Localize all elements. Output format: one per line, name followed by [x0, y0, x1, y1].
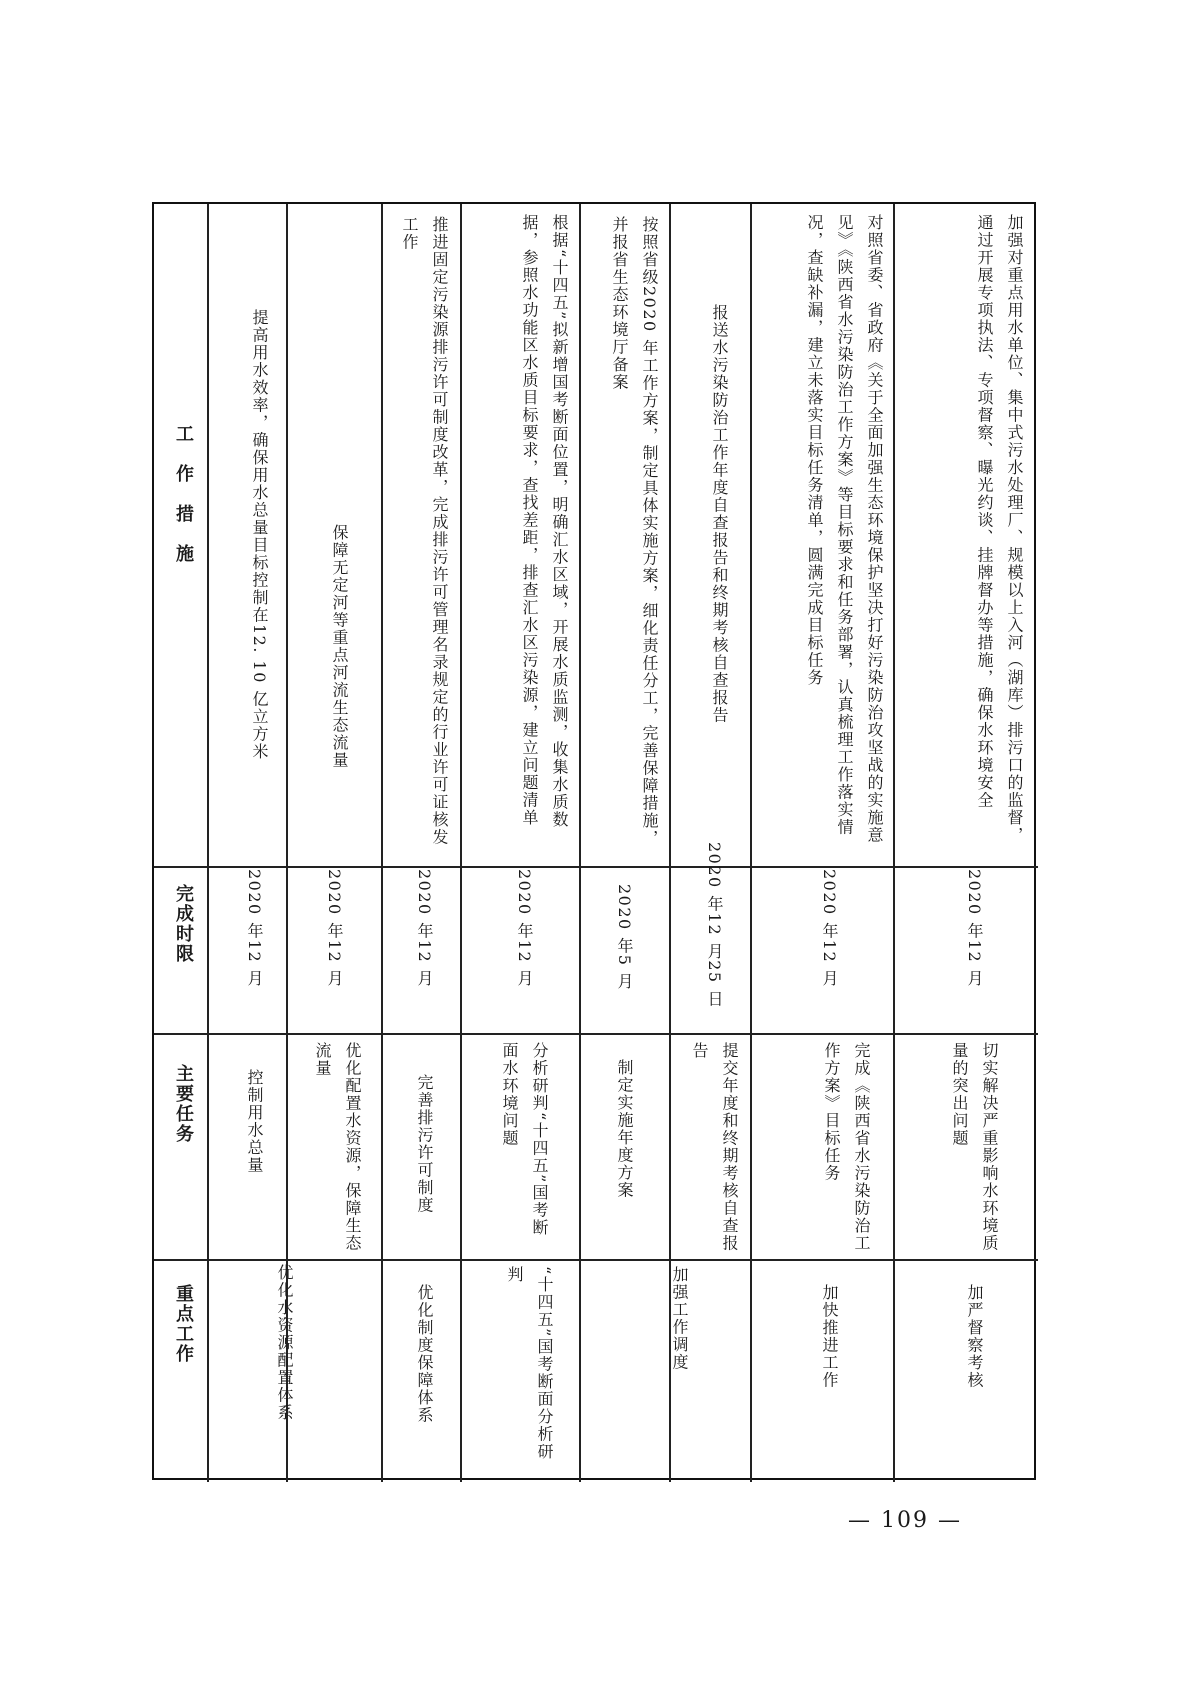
- key-work-national-section: “十四五”国考断面分析研判: [505, 1266, 554, 1461]
- row-divider: [154, 1033, 1038, 1035]
- row1-deadline: 2020 年12 月: [245, 869, 264, 988]
- key-work-scheduling: 加强工作调度: [670, 1266, 689, 1371]
- row2-main-task: 优化配置水资源，保障生态流量: [313, 1042, 362, 1252]
- row8-deadline: 2020 年12 月: [965, 869, 984, 988]
- row3-main-task: 完善排污许可制度: [415, 1074, 434, 1214]
- key-work-supervision: 加严督察考核: [965, 1284, 984, 1389]
- row3-measures: 推进固定污染源排污许可制度改革，完成排污许可管理名录规定的行业许可证核发工作: [400, 216, 449, 846]
- col-divider: [207, 204, 209, 1482]
- row1-measures: 提高用水效率，确保用水总量目标控制在12. 10 亿立方米: [250, 309, 269, 761]
- key-work-acceleration: 加快推进工作: [820, 1284, 839, 1389]
- col-divider: [381, 204, 383, 1482]
- key-work-institution: 优化制度保障体系: [415, 1284, 434, 1424]
- row3-deadline: 2020 年12 月: [415, 869, 434, 988]
- row-divider: [154, 1259, 1038, 1261]
- page-number: — 109 —: [848, 1508, 962, 1533]
- row4-main-task: 分析研判“十四五”国考断面水环境问题: [500, 1042, 549, 1237]
- row7-measures: 对照省委、省政府《关于全面加强生态环境保护坚决打好污染防治攻坚战的实施意见》《陕西省水污染防治工作方案》等目标要求和任务部署，认真梳理工作落实情况，查缺补漏，建立未落实目标任务清单，圆满完成目标任务: [805, 214, 884, 844]
- row5-main-task: 制定实施年度方案: [615, 1059, 634, 1199]
- header-deadline: 完成时限: [173, 884, 194, 964]
- row2-measures: 保障无定河等重点河流生态流量: [330, 524, 349, 769]
- header-main-task: 主要任务: [173, 1064, 194, 1144]
- col-divider: [750, 204, 752, 1482]
- row1-main-task: 控制用水总量: [245, 1069, 264, 1174]
- work-measures-table: [152, 202, 1036, 1480]
- row5-measures: 按照省级2020 年工作方案，制定具体实施方案，细化责任分工，完善保障措施，并报省生态环境厅备案: [610, 216, 659, 847]
- key-work-water-allocation: 优化水资源配置体系: [275, 1264, 294, 1422]
- row5-deadline: 2020 年5 月: [615, 884, 634, 991]
- row6-deadline: 2020 年12 月25 日: [705, 842, 724, 1008]
- row8-main-task: 切实解决严重影响水环境质量的突出问题: [950, 1042, 999, 1252]
- header-key-work: 重点工作: [173, 1284, 194, 1364]
- col-divider: [460, 204, 462, 1482]
- col-divider: [579, 204, 581, 1482]
- col-divider: [893, 204, 895, 1482]
- row7-main-task: 完成《陕西省水污染防治工作方案》目标任务: [822, 1042, 871, 1252]
- header-measures: 工 作 措 施: [173, 424, 194, 564]
- row6-measures: 报送水污染防治工作年度自查报告和终期考核自查报告: [710, 304, 729, 724]
- row4-measures: 根据“十四五”拟新增国考断面位置，明确汇水区域，开展水质监测，收集水质数据，参照水功能区水质目标要求，查找差距，排查汇水区污染源，建立问题清单: [520, 214, 569, 829]
- row-divider: [154, 866, 1038, 868]
- row8-measures: 加强对重点用水单位、集中式污水处理厂、规模以上入河（湖库）排污口的监督，通过开展专项执法、专项督察、曝光约谈、挂牌督办等措施，确保水环境安全: [975, 214, 1024, 844]
- row2-deadline: 2020 年12 月: [325, 869, 344, 988]
- row4-deadline: 2020 年12 月: [515, 869, 534, 988]
- row6-main-task: 提交年度和终期考核自查报告: [690, 1042, 739, 1252]
- row7-deadline: 2020 年12 月: [820, 869, 839, 988]
